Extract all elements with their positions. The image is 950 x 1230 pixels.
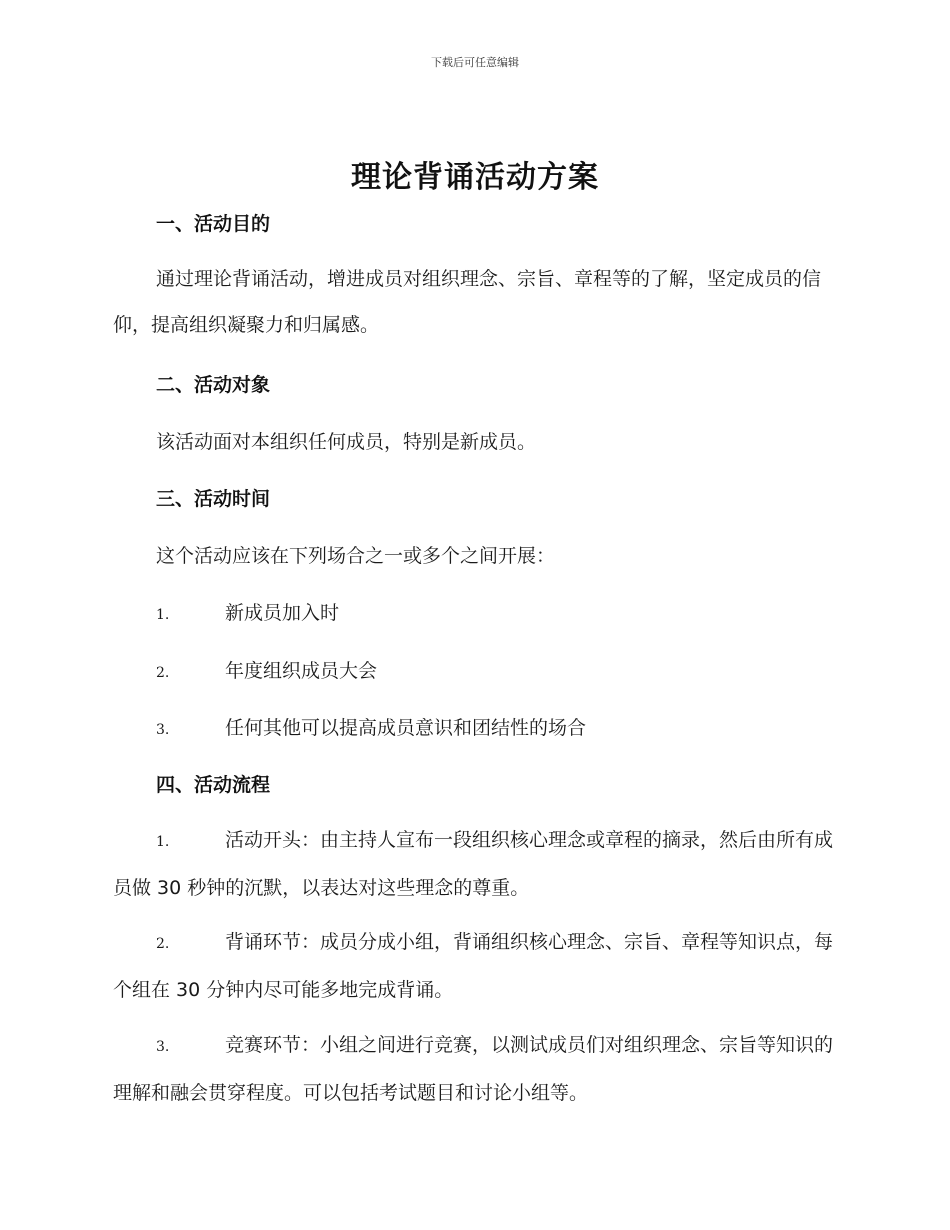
section-intro-time: 这个活动应该在下列场合之一或多个之间开展： [156,545,556,567]
section-text-target: 该活动面对本组织任何成员，特别是新成员。 [156,431,537,453]
list-item-number: 3. [156,722,170,738]
list-item-text: 新成员加入时 [225,602,340,624]
process-step-number: 3. [156,1039,170,1055]
list-item [156,598,339,625]
document-title: 理论背诵活动方案 [351,160,599,195]
section-heading-target: 二、活动对象 [156,374,271,396]
list-item-number: 1. [156,607,170,623]
process-step-text: 竞赛环节：小组之间进行竞赛，以测试成员们对组织理念、宗旨等知识的理解和融会贯穿程度。可以包括考试题目和讨论小组等。 [113,1034,834,1104]
process-step [113,817,835,911]
section-heading-time: 三、活动时间 [156,488,271,510]
list-item-text: 任何其他可以提高成员意识和团结性的场合 [225,717,587,739]
section-text-purpose: 通过理论背诵活动，增进成员对组织理念、宗旨、章程等的了解，坚定成员的信仰，提高组织凝聚力和归属感。 [113,268,822,336]
list-item-number: 2. [156,665,170,681]
list-item [156,656,377,683]
section-heading-purpose: 一、活动目的 [156,213,271,235]
process-step-text: 背诵环节：成员分成小组，背诵组织核心理念、宗旨、章程等知识点，每个组在 30 分钟内尽可能多地完成背诵。 [113,931,834,1001]
header-note: 下载后可任意编辑 [431,56,519,69]
process-step [113,919,835,1013]
process-step-number: 2. [156,936,170,952]
process-step [113,1022,835,1116]
process-step-text: 活动开头：由主持人宣布一段组织核心理念或章程的摘录，然后由所有成员做 30 秒钟的沉默，以表达对这些理念的尊重。 [113,829,834,899]
list-item [156,713,586,740]
process-step-number: 1. [156,834,170,850]
section-heading-process: 四、活动流程 [156,774,271,796]
list-item-text: 年度组织成员大会 [225,660,378,682]
